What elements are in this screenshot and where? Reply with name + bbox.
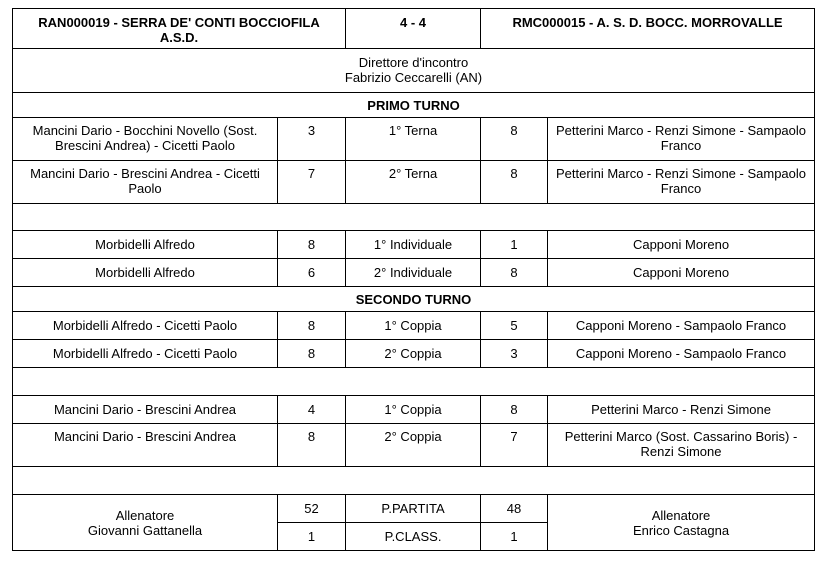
match-row bbox=[13, 161, 815, 204]
match-type: 1° Coppia bbox=[346, 312, 481, 340]
match-type: 2° Individuale bbox=[346, 259, 481, 287]
match-type: 1° Individuale bbox=[346, 231, 481, 259]
home-score: 4 bbox=[278, 396, 346, 424]
spacer-row bbox=[13, 204, 815, 231]
spacer-cell bbox=[13, 467, 815, 495]
match-type: 1° Coppia bbox=[346, 396, 481, 424]
spacer-cell bbox=[13, 368, 815, 396]
match-row bbox=[13, 118, 815, 161]
home-score: 6 bbox=[278, 259, 346, 287]
section-title-first: PRIMO TURNO bbox=[13, 93, 815, 118]
home-score: 8 bbox=[278, 340, 346, 368]
header-row bbox=[13, 9, 815, 49]
away-score: 5 bbox=[481, 312, 548, 340]
home-coach-label: Allenatore bbox=[115, 507, 175, 523]
home-partita-points: 52 bbox=[278, 495, 346, 523]
home-players: Mancini Dario - Brescini Andrea bbox=[13, 396, 278, 424]
away-players: Capponi Moreno - Sampaolo Franco bbox=[548, 340, 815, 368]
home-players: Morbidelli Alfredo bbox=[13, 231, 278, 259]
away-coach-name: Enrico Castagna bbox=[632, 522, 730, 538]
home-players: Mancini Dario - Bocchini Novello (Sost. Brescini Andrea) - Cicetti Paolo bbox=[13, 118, 278, 161]
section-row bbox=[13, 287, 815, 312]
class-label: P.CLASS. bbox=[346, 523, 481, 551]
home-players: Morbidelli Alfredo - Cicetti Paolo bbox=[13, 312, 278, 340]
away-score: 8 bbox=[481, 396, 548, 424]
away-score: 8 bbox=[481, 259, 548, 287]
away-players: Petterini Marco - Renzi Simone - Sampaolo Franco bbox=[548, 161, 815, 204]
away-class-points: 1 bbox=[481, 523, 548, 551]
away-players: Petterini Marco - Renzi Simone bbox=[548, 396, 815, 424]
home-score: 3 bbox=[278, 118, 346, 161]
match-row bbox=[13, 396, 815, 424]
spacer-row bbox=[13, 467, 815, 495]
away-players: Petterini Marco - Renzi Simone - Sampaolo Franco bbox=[548, 118, 815, 161]
away-team: RMC000015 - A. S. D. BOCC. MORROVALLE bbox=[481, 9, 815, 49]
away-partita-points: 48 bbox=[481, 495, 548, 523]
away-coach-cell bbox=[548, 495, 815, 551]
home-coach-cell bbox=[13, 495, 278, 551]
match-row bbox=[13, 231, 815, 259]
home-team: RAN000019 - SERRA DE' CONTI BOCCIOFILA A.S.D. bbox=[13, 9, 346, 49]
match-type: 2° Coppia bbox=[346, 424, 481, 467]
home-players: Mancini Dario - Brescini Andrea bbox=[13, 424, 278, 467]
away-players: Capponi Moreno - Sampaolo Franco bbox=[548, 312, 815, 340]
home-score: 8 bbox=[278, 424, 346, 467]
match-score: 4 - 4 bbox=[346, 9, 481, 49]
away-players: Petterini Marco (Sost. Cassarino Boris) - Renzi Simone bbox=[548, 424, 815, 467]
away-coach-label: Allenatore bbox=[651, 507, 711, 523]
away-score: 3 bbox=[481, 340, 548, 368]
match-row bbox=[13, 259, 815, 287]
home-score: 7 bbox=[278, 161, 346, 204]
match-type: 2° Coppia bbox=[346, 340, 481, 368]
home-players: Mancini Dario - Brescini Andrea - Cicetti Paolo bbox=[13, 161, 278, 204]
away-score: 7 bbox=[481, 424, 548, 467]
director-name: Fabrizio Ceccarelli (AN) bbox=[344, 70, 483, 85]
away-score: 8 bbox=[481, 118, 548, 161]
home-score: 8 bbox=[278, 312, 346, 340]
section-row bbox=[13, 93, 815, 118]
spacer-cell bbox=[13, 204, 815, 231]
away-score: 8 bbox=[481, 161, 548, 204]
director-cell bbox=[13, 49, 815, 93]
away-score: 1 bbox=[481, 231, 548, 259]
spacer-row bbox=[13, 368, 815, 396]
section-title-second: SECONDO TURNO bbox=[13, 287, 815, 312]
match-type: 2° Terna bbox=[346, 161, 481, 204]
home-players: Morbidelli Alfredo - Cicetti Paolo bbox=[13, 340, 278, 368]
home-score: 8 bbox=[278, 231, 346, 259]
match-row bbox=[13, 312, 815, 340]
match-row bbox=[13, 340, 815, 368]
partita-label: P.PARTITA bbox=[346, 495, 481, 523]
match-row bbox=[13, 424, 815, 467]
away-players: Capponi Moreno bbox=[548, 231, 815, 259]
away-players: Capponi Moreno bbox=[548, 259, 815, 287]
totals-row bbox=[13, 495, 815, 523]
home-class-points: 1 bbox=[278, 523, 346, 551]
director-label: Direttore d'incontro bbox=[358, 55, 469, 70]
director-row bbox=[13, 49, 815, 93]
home-coach-name: Giovanni Gattanella bbox=[87, 522, 203, 538]
match-type: 1° Terna bbox=[346, 118, 481, 161]
match-report-table bbox=[12, 8, 815, 551]
home-players: Morbidelli Alfredo bbox=[13, 259, 278, 287]
